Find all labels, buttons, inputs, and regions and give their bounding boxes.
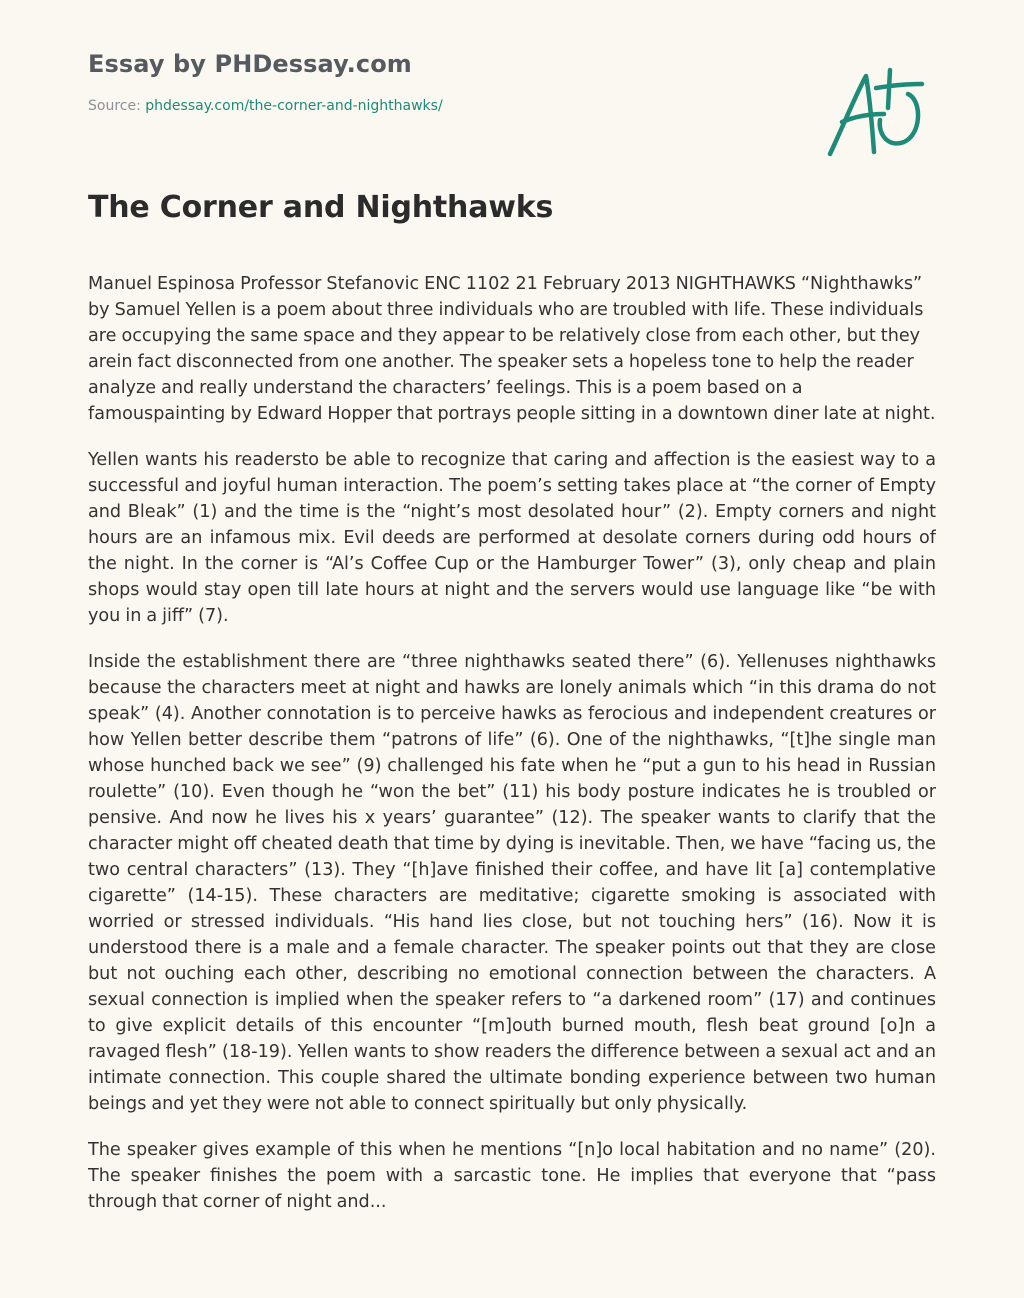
essay-paragraph: Yellen wants his readersto be able to recognize that caring and affection is the easiest way to a successful and joyful human interaction. The poem’s setting takes place at “the corner of Empty and Bleak” (1) and the time is the “night’s most desolated hour” (2). Empty corners and night hours are an infamous mix. Evil deeds are performed at desolate corners during odd hours of the night. In the corner is “Al’s Coffee Cup or the Hamburger Tower” (3), only cheap and plain shops would stay open till late hours at night and the servers would use language like “be with you in a jiff” (7). [88, 450, 936, 626]
site-brand[interactable]: Essay by PHDessay.com [88, 50, 412, 78]
essay-title: The Corner and Nighthawks [88, 190, 554, 225]
a-plus-logo-icon [822, 64, 932, 160]
essay-paragraph: Inside the establishment there are “three nighthawks seated there” (6). Yellenuses nighthawks because the characters meet at night and hawks are lonely animals which “in this drama do not speak” (4). Another connotation is to perceive hawks as ferocious and independent creatures or how Yellen better describe them “patrons of life” (6). One of the nighthawks, “[t]he single man whose hunched back we see” (9) challenged his fate when he “put a gun to his head in Russian roulette” (10). Even though he “won the bet” (11) his body posture indicates he is troubled or pensive. And now he lives his x years’ guarantee” (12). The speaker wants to clarify that the character might off cheated death that time by dying is inevitable. Then, we have “facing us, the two central characters” (13). They “[h]ave finished their coffee, and have lit [a] contemplative cigarette” (14-15). These characters are meditative; cigarette smoking is associated with worried or stressed individuals. “His hand lies close, but not touching hers” (16). Now it is understood there is a male and a female character. The speaker points out that they are close but not ouching each other, describing no emotional connection between the characters. A sexual connection is implied when the speaker refers to “a darkened room” (17) and continues to give explicit details of this encounter “[m]outh burned mouth, flesh beat ground [o]n a ravaged flesh” (18-19). Yellen wants to show readers the difference between a sexual act and an intimate connection. This couple shared the ultimate bonding experience between two human beings and yet they were not able to connect spiritually but only physically. [88, 652, 936, 1114]
essay-paragraph: Manuel Espinosa Professor Stefanovic ENC 1102 21 February 2013 NIGHTHAWKS “Nighthawks” by Samuel Yellen is a poem about three individuals who are troubled with life. These individuals are occupying the same space and they appear to be relatively close from each other, but they arein fact disconnected from one another. The speaker sets a hopeless tone to help the reader analyze and really understand the characters’ feelings. This is a poem based on a famouspainting by Edward Hopper that portrays people sitting in a downtown diner late at night. [88, 274, 936, 424]
site-header [88, 50, 443, 114]
essay-body [88, 271, 936, 1298]
essay-paragraph: The speaker gives example of this when he mentions “[n]o local habitation and no name” (20). The speaker finishes the poem with a sarcastic tone. He implies that everyone that “pass through that corner of night and... [88, 1140, 936, 1212]
source-link[interactable]: phdessay.com/the-corner-and-nighthawks/ [145, 98, 443, 114]
source-label: Source: [88, 98, 146, 114]
source-line [88, 98, 443, 114]
